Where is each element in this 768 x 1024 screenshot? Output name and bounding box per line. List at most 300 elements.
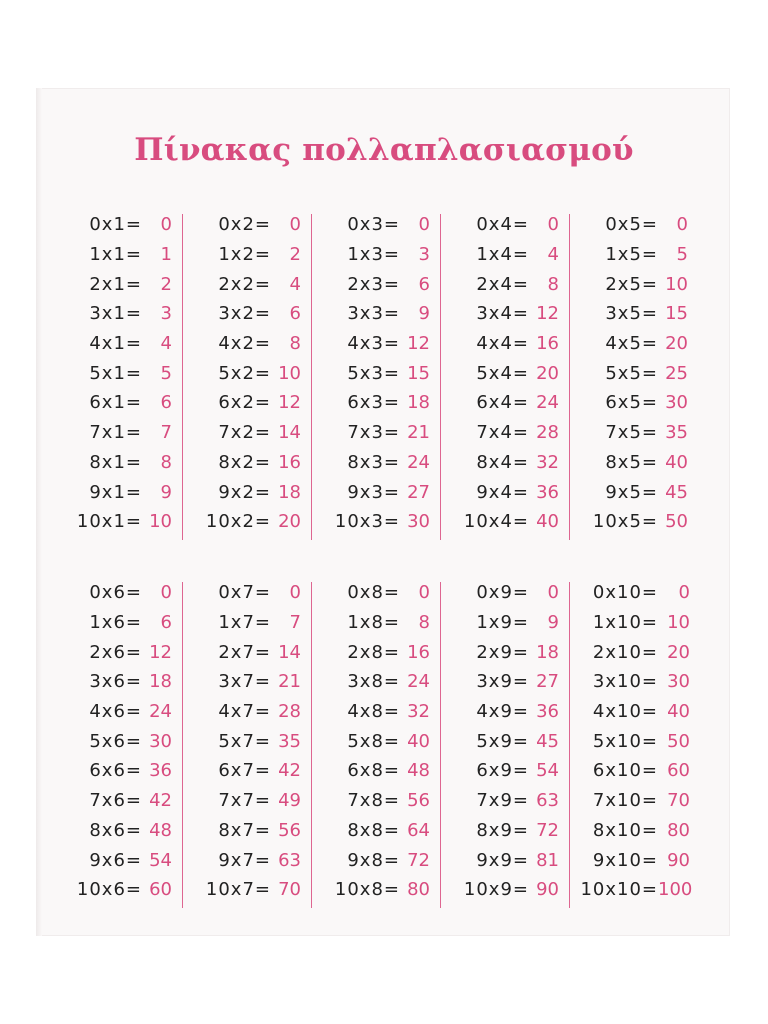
equation-row	[183, 637, 311, 667]
equation-expression: 2x3=	[347, 273, 400, 295]
equation-expression: 8x9=	[476, 819, 529, 841]
equation-row	[54, 329, 182, 359]
equation-expression: 4x5=	[605, 333, 658, 355]
equation-row	[54, 816, 182, 846]
equation-expression: 5x3=	[347, 362, 400, 384]
equation-row	[183, 697, 311, 727]
equation-result: 32	[407, 701, 430, 723]
equation-expression: 3x3=	[347, 303, 400, 325]
equation-row	[312, 637, 440, 667]
equation-row	[54, 269, 182, 299]
times-table-column	[570, 578, 698, 908]
equation-row	[570, 418, 698, 448]
equation-result: 40	[667, 701, 690, 723]
equation-expression: 0x5=	[605, 214, 658, 236]
equation-row	[570, 608, 698, 638]
equation-result: 24	[407, 671, 430, 693]
equation-row	[183, 299, 311, 329]
equation-result: 81	[536, 849, 559, 871]
equation-expression: 3x7=	[218, 671, 271, 693]
equation-row	[441, 578, 569, 608]
equation-expression: 7x2=	[218, 422, 271, 444]
equation-result: 14	[278, 641, 301, 663]
equation-row	[312, 210, 440, 240]
equation-result: 20	[278, 511, 301, 533]
equation-row	[312, 845, 440, 875]
equation-result: 63	[278, 849, 301, 871]
equation-result: 16	[536, 333, 559, 355]
equation-row	[54, 388, 182, 418]
equation-result: 15	[665, 303, 688, 325]
equation-result: 30	[667, 671, 690, 693]
equation-result: 0	[418, 582, 430, 604]
equation-row	[570, 388, 698, 418]
equation-row	[183, 329, 311, 359]
equation-result: 40	[407, 730, 430, 752]
equation-expression: 10x8=	[334, 879, 400, 901]
equation-expression: 5x5=	[605, 362, 658, 384]
equation-result: 60	[667, 760, 690, 782]
equation-result: 8	[160, 451, 172, 473]
equation-row	[183, 875, 311, 905]
equation-expression: 2x7=	[218, 641, 271, 663]
equation-expression: 8x6=	[89, 819, 142, 841]
equation-result: 50	[667, 730, 690, 752]
equation-result: 0	[160, 582, 172, 604]
equation-expression: 6x4=	[476, 392, 529, 414]
equation-result: 0	[678, 582, 690, 604]
equation-row	[570, 845, 698, 875]
equation-row	[312, 299, 440, 329]
equation-row	[183, 786, 311, 816]
equation-row	[312, 507, 440, 537]
equation-expression: 1x1=	[89, 244, 142, 266]
equation-row	[312, 726, 440, 756]
equation-row	[570, 667, 698, 697]
equation-row	[54, 697, 182, 727]
equation-expression: 5x9=	[476, 730, 529, 752]
equation-expression: 0x4=	[476, 214, 529, 236]
equation-result: 64	[407, 819, 430, 841]
equation-result: 0	[289, 582, 301, 604]
equation-result: 49	[278, 790, 301, 812]
equation-result: 0	[289, 214, 301, 236]
times-table-column	[570, 210, 698, 540]
equation-result: 70	[667, 790, 690, 812]
equation-row	[312, 786, 440, 816]
equation-row	[441, 299, 569, 329]
equation-result: 10	[278, 362, 301, 384]
equation-row	[54, 875, 182, 905]
equation-expression: 7x3=	[347, 422, 400, 444]
equation-expression: 10x10=	[580, 879, 658, 901]
equation-expression: 9x10=	[592, 849, 658, 871]
equation-expression: 10x7=	[205, 879, 271, 901]
equation-result: 42	[278, 760, 301, 782]
equation-expression: 3x2=	[218, 303, 271, 325]
equation-row	[570, 637, 698, 667]
equation-expression: 10x5=	[592, 511, 658, 533]
equation-row	[441, 697, 569, 727]
equation-row	[570, 448, 698, 478]
equation-result: 90	[536, 879, 559, 901]
equation-expression: 0x1=	[89, 214, 142, 236]
equation-row	[570, 329, 698, 359]
equation-expression: 9x7=	[218, 849, 271, 871]
equation-expression: 1x5=	[605, 244, 658, 266]
equation-row	[441, 418, 569, 448]
equation-expression: 4x7=	[218, 701, 271, 723]
equation-expression: 5x4=	[476, 362, 529, 384]
equation-row	[312, 667, 440, 697]
equation-result: 35	[278, 730, 301, 752]
equation-result: 0	[160, 214, 172, 236]
equation-result: 4	[547, 244, 559, 266]
equation-result: 24	[149, 701, 172, 723]
equation-row	[570, 875, 698, 905]
equation-result: 30	[665, 392, 688, 414]
equation-row	[312, 608, 440, 638]
equation-result: 12	[407, 333, 430, 355]
equation-row	[54, 786, 182, 816]
equation-expression: 1x6=	[89, 612, 142, 634]
equation-result: 25	[665, 362, 688, 384]
times-table-column	[54, 578, 182, 908]
equation-row	[183, 756, 311, 786]
equation-row	[441, 210, 569, 240]
equation-row	[312, 816, 440, 846]
equation-result: 20	[536, 362, 559, 384]
equation-result: 7	[289, 612, 301, 634]
equation-row	[54, 608, 182, 638]
times-table-column	[441, 210, 569, 540]
equation-expression: 1x4=	[476, 244, 529, 266]
equation-expression: 4x4=	[476, 333, 529, 355]
equation-expression: 0x3=	[347, 214, 400, 236]
equation-row	[183, 358, 311, 388]
equation-expression: 3x6=	[89, 671, 142, 693]
equation-expression: 10x3=	[334, 511, 400, 533]
equation-result: 36	[149, 760, 172, 782]
equation-row	[441, 756, 569, 786]
equation-result: 18	[407, 392, 430, 414]
equation-result: 24	[536, 392, 559, 414]
equation-result: 63	[536, 790, 559, 812]
equation-row	[312, 477, 440, 507]
equation-expression: 9x9=	[476, 849, 529, 871]
equation-row	[54, 418, 182, 448]
equation-expression: 5x2=	[218, 362, 271, 384]
equation-expression: 6x8=	[347, 760, 400, 782]
equation-result: 16	[278, 451, 301, 473]
equation-expression: 9x5=	[605, 481, 658, 503]
equation-result: 28	[536, 422, 559, 444]
equation-expression: 3x9=	[476, 671, 529, 693]
equation-result: 12	[536, 303, 559, 325]
equation-result: 7	[160, 422, 172, 444]
equation-result: 21	[407, 422, 430, 444]
equation-result: 42	[149, 790, 172, 812]
equation-row	[183, 448, 311, 478]
equation-expression: 2x10=	[592, 641, 658, 663]
equation-result: 80	[407, 879, 430, 901]
equation-row	[570, 299, 698, 329]
equation-expression: 10x6=	[76, 879, 142, 901]
equation-result: 27	[407, 481, 430, 503]
equation-expression: 4x1=	[89, 333, 142, 355]
equation-expression: 3x4=	[476, 303, 529, 325]
equation-expression: 1x8=	[347, 612, 400, 634]
equation-expression: 6x10=	[592, 760, 658, 782]
equation-result: 40	[665, 451, 688, 473]
equation-result: 6	[289, 303, 301, 325]
equation-row	[312, 578, 440, 608]
equation-row	[312, 388, 440, 418]
equation-row	[183, 269, 311, 299]
equation-row	[54, 845, 182, 875]
equation-row	[570, 477, 698, 507]
equation-result: 48	[149, 819, 172, 841]
equation-expression: 7x5=	[605, 422, 658, 444]
equation-expression: 10x4=	[463, 511, 529, 533]
equation-expression: 1x2=	[218, 244, 271, 266]
equation-result: 1	[160, 244, 172, 266]
equation-result: 27	[536, 671, 559, 693]
equation-row	[183, 477, 311, 507]
equation-result: 28	[278, 701, 301, 723]
equation-result: 18	[278, 481, 301, 503]
equation-expression: 8x7=	[218, 819, 271, 841]
equation-expression: 5x8=	[347, 730, 400, 752]
equation-result: 2	[289, 244, 301, 266]
equation-result: 12	[149, 641, 172, 663]
equation-row	[183, 578, 311, 608]
equation-row	[441, 388, 569, 418]
page-edge-shadow	[36, 88, 42, 936]
equation-result: 12	[278, 392, 301, 414]
equation-row	[312, 358, 440, 388]
equation-row	[441, 448, 569, 478]
equation-result: 20	[665, 333, 688, 355]
equation-row	[183, 726, 311, 756]
equation-result: 100	[658, 879, 693, 901]
equation-row	[441, 875, 569, 905]
equation-row	[54, 477, 182, 507]
equation-expression: 3x10=	[592, 671, 658, 693]
equation-expression: 10x9=	[463, 879, 529, 901]
equation-row	[570, 269, 698, 299]
equation-result: 3	[418, 244, 430, 266]
equation-result: 0	[547, 582, 559, 604]
equation-result: 20	[667, 641, 690, 663]
equation-expression: 2x6=	[89, 641, 142, 663]
equation-expression: 3x1=	[89, 303, 142, 325]
times-table-column	[183, 578, 311, 908]
equation-row	[441, 269, 569, 299]
equation-row	[570, 786, 698, 816]
equation-expression: 7x4=	[476, 422, 529, 444]
equation-result: 0	[547, 214, 559, 236]
equation-expression: 9x6=	[89, 849, 142, 871]
equation-result: 0	[676, 214, 688, 236]
equation-expression: 8x4=	[476, 451, 529, 473]
equation-row	[441, 240, 569, 270]
equation-expression: 6x9=	[476, 760, 529, 782]
equation-expression: 9x2=	[218, 481, 271, 503]
equation-result: 56	[278, 819, 301, 841]
equation-expression: 7x6=	[89, 790, 142, 812]
equation-result: 16	[407, 641, 430, 663]
equation-expression: 2x2=	[218, 273, 271, 295]
equation-expression: 6x7=	[218, 760, 271, 782]
equation-expression: 8x8=	[347, 819, 400, 841]
equation-expression: 8x2=	[218, 451, 271, 473]
equation-expression: 3x8=	[347, 671, 400, 693]
equation-row	[54, 299, 182, 329]
equation-expression: 4x2=	[218, 333, 271, 355]
equation-result: 30	[149, 730, 172, 752]
equation-result: 36	[536, 701, 559, 723]
equation-result: 2	[160, 273, 172, 295]
equation-row	[570, 726, 698, 756]
equation-row	[183, 845, 311, 875]
equation-row	[441, 637, 569, 667]
equation-expression: 1x9=	[476, 612, 529, 634]
equation-expression: 9x1=	[89, 481, 142, 503]
equation-expression: 2x5=	[605, 273, 658, 295]
equation-expression: 5x7=	[218, 730, 271, 752]
equation-row	[183, 418, 311, 448]
equation-row	[570, 240, 698, 270]
equation-row	[570, 358, 698, 388]
equation-row	[54, 240, 182, 270]
equation-expression: 5x1=	[89, 362, 142, 384]
equation-row	[183, 816, 311, 846]
equation-expression: 1x3=	[347, 244, 400, 266]
equation-result: 5	[160, 362, 172, 384]
equation-result: 4	[160, 333, 172, 355]
equation-row	[570, 816, 698, 846]
equation-result: 21	[278, 671, 301, 693]
equation-result: 15	[407, 362, 430, 384]
equation-result: 60	[149, 879, 172, 901]
equation-result: 45	[536, 730, 559, 752]
equation-result: 36	[536, 481, 559, 503]
equation-expression: 7x1=	[89, 422, 142, 444]
equation-row	[54, 667, 182, 697]
equation-row	[183, 507, 311, 537]
equation-expression: 7x10=	[592, 790, 658, 812]
equation-result: 10	[149, 511, 172, 533]
equation-result: 8	[418, 612, 430, 634]
equation-expression: 10x2=	[205, 511, 271, 533]
equation-result: 90	[667, 849, 690, 871]
equation-expression: 8x10=	[592, 819, 658, 841]
equation-expression: 7x9=	[476, 790, 529, 812]
equation-expression: 8x5=	[605, 451, 658, 473]
equation-result: 18	[149, 671, 172, 693]
equation-expression: 9x8=	[347, 849, 400, 871]
equation-row	[570, 756, 698, 786]
equation-expression: 4x9=	[476, 701, 529, 723]
multiplication-grid-bottom	[54, 578, 714, 908]
equation-expression: 1x10=	[592, 612, 658, 634]
equation-row	[183, 210, 311, 240]
equation-row	[312, 875, 440, 905]
equation-row	[441, 358, 569, 388]
equation-result: 48	[407, 760, 430, 782]
equation-row	[441, 477, 569, 507]
equation-expression: 1x7=	[218, 612, 271, 634]
equation-row	[441, 608, 569, 638]
equation-expression: 7x8=	[347, 790, 400, 812]
equation-expression: 7x7=	[218, 790, 271, 812]
equation-row	[54, 578, 182, 608]
equation-result: 40	[536, 511, 559, 533]
equation-expression: 6x1=	[89, 392, 142, 414]
times-table-column	[54, 210, 182, 540]
equation-result: 45	[665, 481, 688, 503]
times-table-column	[441, 578, 569, 908]
equation-row	[312, 240, 440, 270]
equation-row	[54, 756, 182, 786]
equation-row	[441, 816, 569, 846]
equation-result: 72	[407, 849, 430, 871]
equation-row	[441, 845, 569, 875]
equation-row	[183, 667, 311, 697]
equation-row	[441, 726, 569, 756]
equation-row	[441, 329, 569, 359]
equation-row	[570, 578, 698, 608]
equation-row	[570, 697, 698, 727]
equation-result: 56	[407, 790, 430, 812]
equation-row	[54, 637, 182, 667]
equation-result: 80	[667, 819, 690, 841]
equation-result: 8	[289, 333, 301, 355]
equation-expression: 4x6=	[89, 701, 142, 723]
equation-row	[312, 269, 440, 299]
equation-expression: 4x3=	[347, 333, 400, 355]
equation-result: 32	[536, 451, 559, 473]
equation-row	[312, 756, 440, 786]
equation-result: 9	[160, 481, 172, 503]
equation-row	[54, 358, 182, 388]
equation-expression: 0x6=	[89, 582, 142, 604]
equation-expression: 5x10=	[592, 730, 658, 752]
page-title: Πίνακας πολλαπλασιασμού	[134, 132, 634, 168]
equation-expression: 2x9=	[476, 641, 529, 663]
equation-row	[441, 786, 569, 816]
times-table-column	[312, 578, 440, 908]
equation-row	[54, 507, 182, 537]
equation-result: 14	[278, 422, 301, 444]
equation-result: 9	[547, 612, 559, 634]
equation-row	[54, 726, 182, 756]
equation-result: 6	[160, 612, 172, 634]
equation-result: 35	[665, 422, 688, 444]
equation-result: 9	[418, 303, 430, 325]
equation-expression: 0x9=	[476, 582, 529, 604]
equation-result: 54	[536, 760, 559, 782]
equation-result: 10	[665, 273, 688, 295]
equation-expression: 0x2=	[218, 214, 271, 236]
equation-row	[183, 240, 311, 270]
equation-row	[441, 667, 569, 697]
equation-result: 6	[160, 392, 172, 414]
equation-result: 18	[536, 641, 559, 663]
equation-result: 5	[676, 244, 688, 266]
equation-result: 3	[160, 303, 172, 325]
